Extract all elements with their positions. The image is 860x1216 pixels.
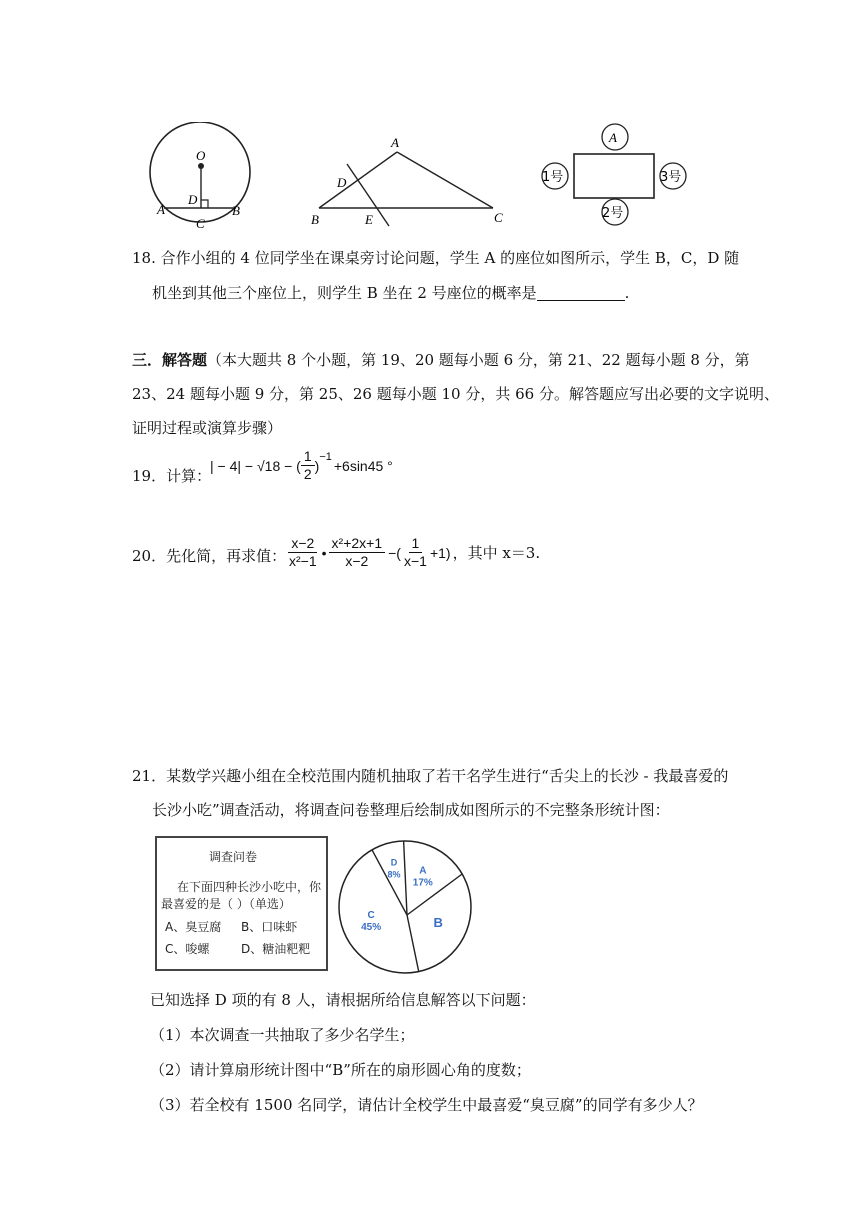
q20-frac3-num: 1 [409,535,423,553]
seat-1-label: 1号 [542,170,564,185]
q18-number: 18. [132,249,156,267]
q20-frac1 [286,535,320,570]
q20-label: 20．先化简，再求值： [132,547,287,565]
q19-frac-num: 1 [301,448,315,466]
pie-label-d: D [390,857,398,868]
section3-line2: 23、24 题每小题 9 分，第 25、26 题每小题 10 分，共 66 分。解答题应写出必要的文字说明、 [132,385,779,403]
pie-percent-c: 45% [361,922,382,934]
pie-label-b: B [433,914,443,930]
section3-desc1: （本大题共 8 个小题，第 19、20 题每小题 6 分，第 21、22 题每小题 8 分，第 [207,351,750,369]
label-D: D [188,192,198,207]
survey-option-d: D、糖油粑粑 [241,942,311,956]
q21-sub1: （1）本次调查一共抽取了多少名学生； [150,1026,415,1044]
q20-frac2 [329,535,386,570]
tri-label-A: A [391,135,399,150]
q21-line2: 长沙小吃”调查活动，将调查问卷整理后绘制成如图所示的不完整条形统计图： [152,801,670,819]
section3-title: 三．解答题 [132,351,208,369]
pie-percent-a: 17% [412,877,433,889]
q21-line1: 21．某数学兴趣小组在全校范围内随机抽取了若干名学生进行“舌尖上的长沙 - 我最喜爱的 [132,767,729,785]
section3-line1 [132,350,750,370]
q19-exponent: −1 [319,450,332,463]
q18-text2: 机坐到其他三个座位上，则学生 B 坐在 2 号座位的概率是 [152,284,537,302]
survey-title: 调查问卷 [209,850,258,864]
q19-fraction [301,448,315,483]
q19-expression [210,448,393,483]
q20-close: +1) [429,544,451,561]
q18-line2 [152,283,629,303]
q20-expression [286,535,540,570]
survey-option-a: A、臭豆腐 [165,920,222,934]
q21-sub3: （3）若全校有 1500 名同学，请估计全校学生中最喜爱“臭豆腐”的同学有多少人？ [150,1096,703,1114]
label-B: B [232,203,240,218]
tri-label-E: E [365,212,373,227]
pie-chart [336,838,474,976]
triangle-figure [305,134,515,230]
q20-frac1-num: x−2 [288,535,317,553]
pie-label-c: C [367,910,375,922]
tri-label-D: D [337,175,347,190]
q20-frac2-num: x²+2x+1 [329,535,386,553]
q20-dot: • [321,544,327,561]
q20-frac3-den: x−1 [403,553,427,569]
tri-label-B: B [311,212,319,227]
survey-prompt1: 在下面四种长沙小吃中，你 [177,880,322,894]
q19-expr-c: +6sin45 ° [333,457,393,474]
label-C: C [196,216,205,231]
survey-prompt2: 最喜爱的是（ ）（单选） [161,897,291,911]
seat-A-label: A [609,130,617,145]
q20-tail: ，其中 x＝3. [452,544,541,562]
q20-frac2-den: x−2 [345,553,369,569]
q21-given: 已知选择 D 项的有 8 人，请根据所给信息解答以下问题： [150,991,536,1009]
seat-3-label: 3号 [660,170,682,185]
circle-figure [140,122,270,234]
q19-expr-a: | − 4| − √18 − ( [210,457,301,474]
pie-label-a: A [419,865,427,877]
pie-percent-d: 8% [387,869,401,880]
seats-figure [538,122,694,228]
q19-expr-b: ) [314,457,320,474]
q19-frac-den: 2 [303,466,312,482]
tri-label-C: C [494,210,503,225]
label-O: O [196,148,206,163]
survey-card [155,836,328,971]
section3-line3: 证明过程或演算步骤） [132,419,283,437]
q18-answer-blank [537,284,625,301]
survey-option-b: B、口味虾 [241,920,298,934]
survey-option-c: C、唆螺 [165,942,210,956]
label-A: A [157,202,165,217]
seat-2-label: 2号 [602,206,624,221]
q18-text1: 合作小组的 4 位同学坐在课桌旁讨论问题，学生 A 的座位如图所示，学生 B，C，D 随 [160,249,740,267]
q20-minus-open: −( [388,544,401,561]
q20-frac1-den: x²−1 [289,553,317,569]
q21-sub2: （2）请计算扇形统计图中“B”所在的扇形圆心角的度数； [150,1061,531,1079]
q20-frac3 [401,535,430,570]
q19-label: 19．计算： [132,467,212,485]
q18-line1 [132,248,739,268]
q18-period: . [624,284,630,302]
